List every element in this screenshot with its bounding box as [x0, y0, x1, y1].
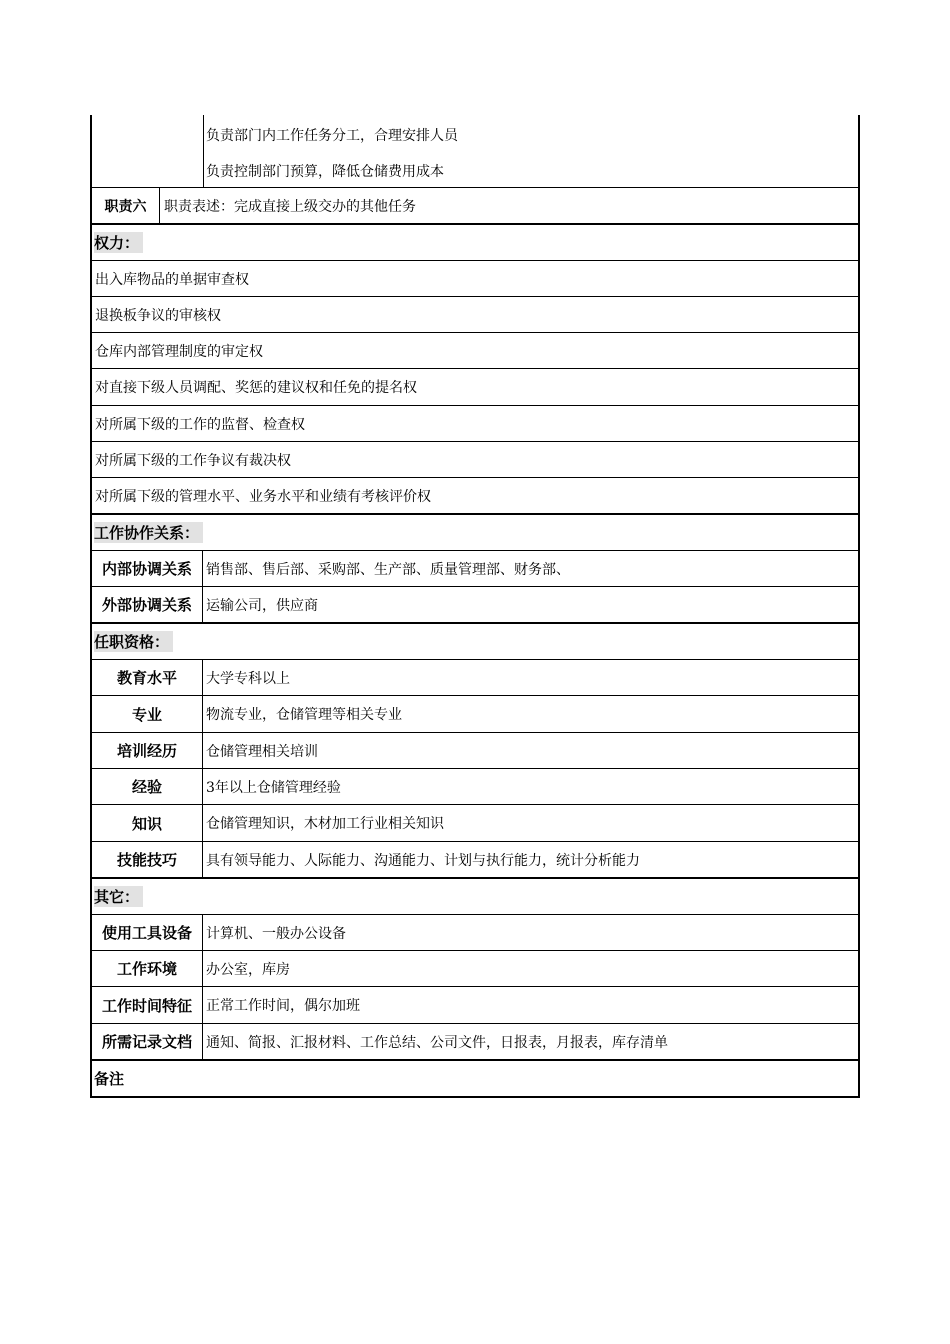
- qualification-label: 技能技巧: [92, 842, 203, 877]
- power-item-text: 对所属下级的工作的监督、检查权: [95, 416, 305, 433]
- qualification-row: [90, 660, 860, 696]
- qualifications-section-header: [90, 624, 860, 660]
- other-row: [90, 1024, 860, 1061]
- duty-six-row: [90, 188, 860, 225]
- duty-line: 负责部门内工作任务分工，合理安排人员: [206, 128, 458, 144]
- qualification-row: [90, 805, 860, 842]
- relation-value: 运输公司，供应商: [206, 597, 318, 614]
- qualification-row: [90, 769, 860, 805]
- duty-six-text: 职责表述：完成直接上级交办的其他任务: [164, 198, 416, 215]
- relation-value: 销售部、售后部、采购部、生产部、质量管理部、财务部、: [206, 561, 570, 578]
- power-item: [90, 442, 860, 478]
- qualification-value: 仓储管理相关培训: [206, 743, 318, 760]
- other-value: 计算机、一般办公设备: [206, 925, 346, 942]
- qualification-label: 教育水平: [92, 660, 203, 695]
- duty-continuation-block: [90, 115, 860, 188]
- power-item: [90, 333, 860, 369]
- duty-six-label: 职责六: [92, 188, 160, 223]
- power-item: [90, 406, 860, 442]
- relation-row: [90, 551, 860, 587]
- other-value: 办公室，库房: [206, 961, 290, 978]
- qualification-value: 具有领导能力、人际能力、沟通能力、计划与执行能力，统计分析能力: [206, 852, 640, 869]
- other-label: 所需记录文档: [92, 1024, 203, 1059]
- section-title: 任职资格：: [94, 631, 173, 652]
- relations-section-header: [90, 515, 860, 551]
- other-row: [90, 951, 860, 987]
- qualification-row: [90, 842, 860, 879]
- remarks-label: 备注: [94, 1070, 125, 1088]
- qualification-value: 3年以上仓储管理经验: [206, 779, 341, 796]
- section-title: 其它：: [94, 886, 143, 907]
- other-label: 工作时间特征: [92, 987, 203, 1023]
- other-label: 工作环境: [92, 951, 203, 986]
- relation-label: 外部协调关系: [92, 587, 203, 622]
- power-item: [90, 261, 860, 297]
- qualification-label: 经验: [92, 769, 203, 804]
- qualification-row: [90, 696, 860, 733]
- power-item-text: 对所属下级的工作争议有裁决权: [95, 452, 291, 469]
- other-value: 正常工作时间，偶尔加班: [206, 998, 360, 1014]
- qualification-label: 知识: [92, 805, 203, 841]
- other-value: 通知、简报、汇报材料、工作总结、公司文件，日报表，月报表，库存清单: [206, 1034, 668, 1051]
- section-title: 权力：: [94, 232, 143, 253]
- power-item-text: 出入库物品的单据审查权: [95, 271, 249, 288]
- qualification-value: 仓储管理知识，木材加工行业相关知识: [206, 816, 444, 832]
- blank-label-cell: [92, 115, 204, 187]
- qualification-row: [90, 733, 860, 769]
- qualification-value: 物流专业，仓储管理等相关专业: [206, 707, 402, 723]
- power-item: [90, 297, 860, 333]
- qualification-label: 培训经历: [92, 733, 203, 768]
- power-item-text: 对直接下级人员调配、奖惩的建议权和任免的提名权: [95, 380, 417, 396]
- relation-row: [90, 587, 860, 624]
- section-title: 工作协作关系：: [94, 522, 203, 543]
- duty-line: 负责控制部门预算，降低仓储费用成本: [206, 164, 444, 180]
- other-section-header: [90, 879, 860, 915]
- power-item: [90, 369, 860, 406]
- power-item-text: 退换板争议的审核权: [95, 307, 221, 324]
- power-item-text: 仓库内部管理制度的审定权: [95, 343, 263, 360]
- power-item-text: 对所属下级的管理水平、业务水平和业绩有考核评价权: [95, 488, 431, 505]
- relation-label: 内部协调关系: [92, 551, 203, 586]
- remarks-row: [90, 1061, 860, 1098]
- other-label: 使用工具设备: [92, 915, 203, 950]
- other-row: [90, 987, 860, 1024]
- power-item: [90, 478, 860, 515]
- power-section-header: [90, 225, 860, 261]
- qualification-value: 大学专科以上: [206, 670, 290, 687]
- qualification-label: 专业: [92, 696, 203, 732]
- other-row: [90, 915, 860, 951]
- job-description-table: [90, 115, 860, 1098]
